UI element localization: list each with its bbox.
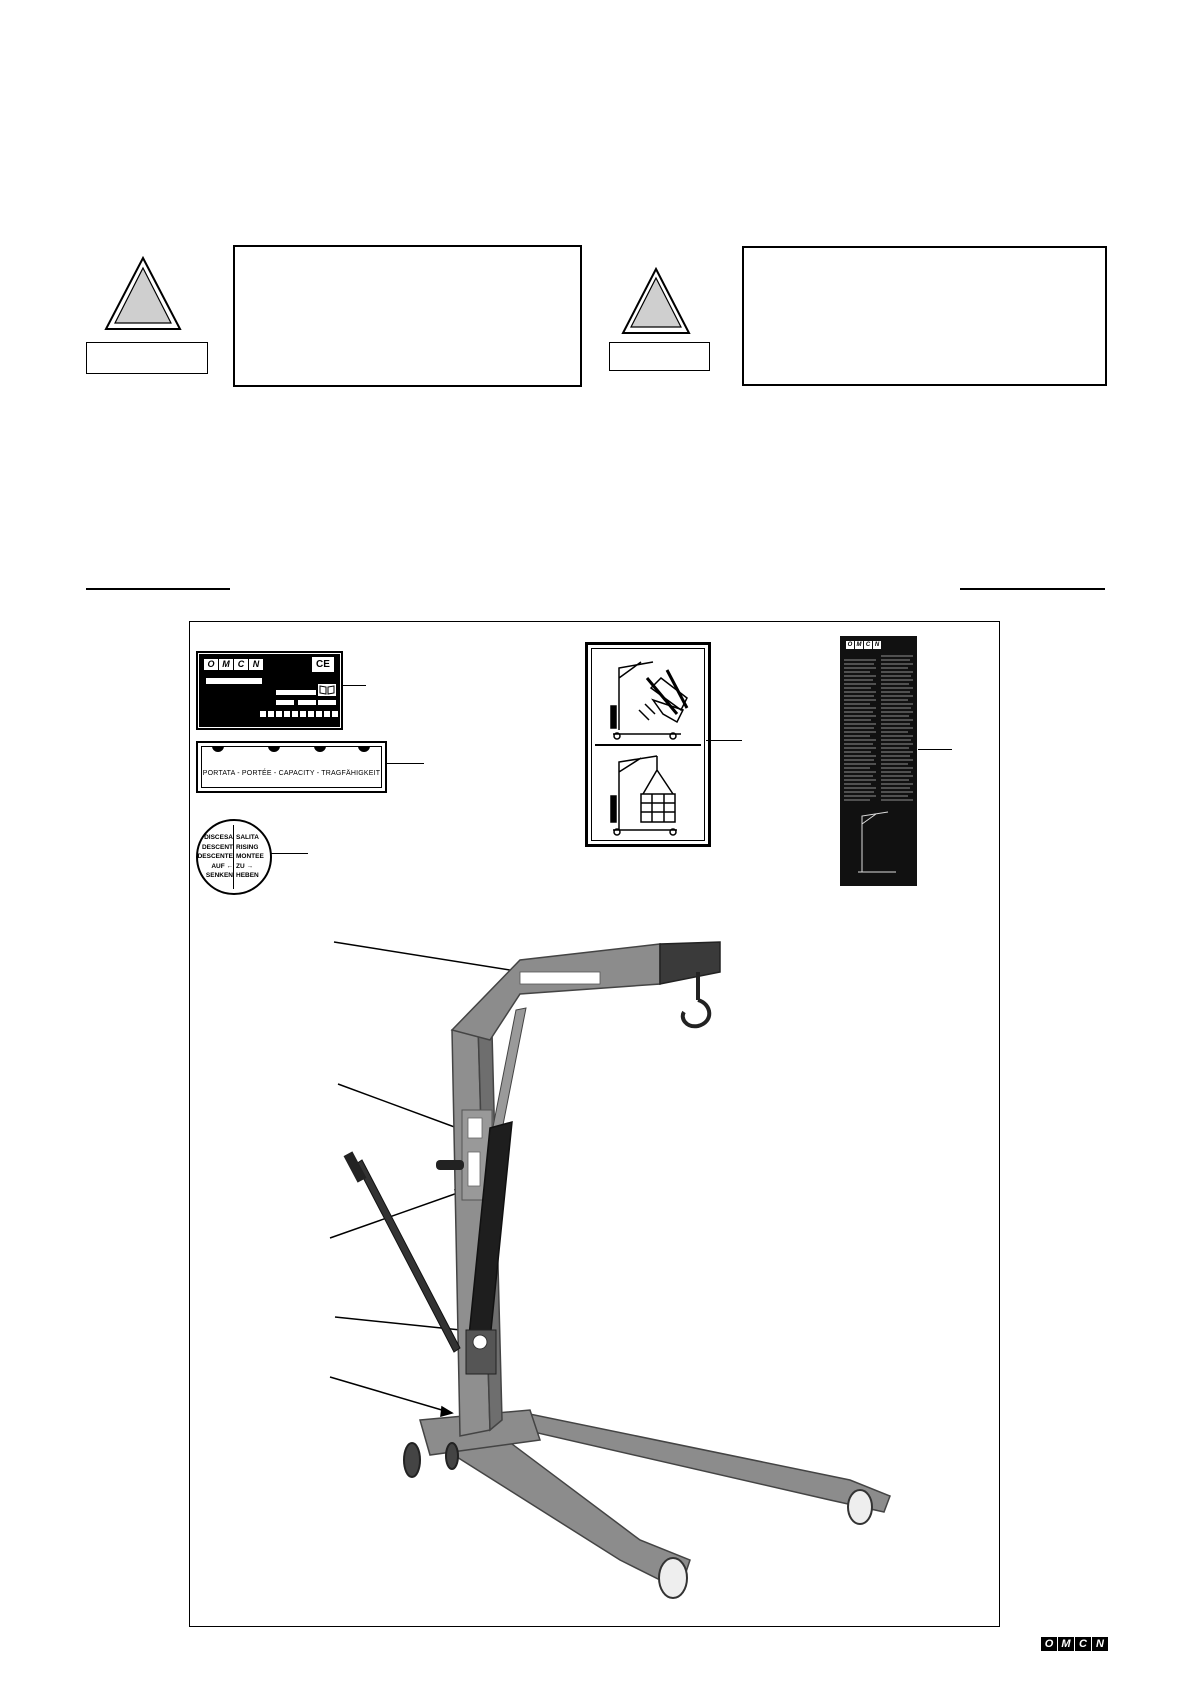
warning-label-box bbox=[86, 342, 208, 374]
capacity-markers bbox=[208, 746, 376, 756]
plate-field bbox=[276, 700, 294, 705]
callout-line bbox=[270, 853, 308, 854]
callout-line bbox=[385, 763, 424, 764]
callout-line bbox=[918, 749, 952, 750]
disc-right-text: SALITA RISING MONTEE ZU → HEBEN bbox=[236, 834, 264, 879]
section-rule-left bbox=[86, 588, 230, 590]
footer-brand-logo: O M C N bbox=[1041, 1637, 1108, 1651]
hook-icon bbox=[683, 972, 709, 1026]
warning-text-box bbox=[742, 246, 1107, 386]
warning-label-box bbox=[609, 342, 710, 371]
plate-field bbox=[298, 700, 316, 705]
plate-field bbox=[206, 678, 262, 684]
warning-triangle-icon bbox=[621, 267, 691, 335]
sheet-text-texture bbox=[840, 654, 917, 886]
ce-mark: CE bbox=[312, 657, 334, 672]
usage-pictogram bbox=[585, 642, 711, 847]
disc-left-text: DISCESA DESCENT DESCENTE AUF ← SENKEN bbox=[197, 834, 233, 879]
plate-serial-row bbox=[260, 711, 338, 717]
plate-field bbox=[318, 700, 336, 705]
rating-plate bbox=[196, 651, 343, 730]
plate-field bbox=[276, 690, 316, 695]
pictogram-drawing bbox=[591, 648, 705, 841]
direction-disc bbox=[196, 819, 272, 895]
warning-text-box bbox=[233, 245, 582, 387]
manual-book-icon bbox=[318, 684, 336, 696]
callout-line bbox=[341, 685, 366, 686]
callout-line bbox=[706, 740, 742, 741]
capacity-label bbox=[196, 741, 387, 793]
plate-brand-logo: O M C N bbox=[204, 659, 263, 670]
engine-crane-illustration bbox=[190, 900, 996, 1620]
section-rule-right bbox=[960, 588, 1105, 590]
warning-triangle-icon bbox=[104, 256, 182, 332]
instruction-sheet bbox=[840, 636, 917, 886]
sheet-brand-logo: O M C N bbox=[847, 642, 880, 648]
capacity-text: PORTATA - PORTÉE - CAPACITY - TRAGFÄHIGKEIT bbox=[202, 770, 381, 777]
